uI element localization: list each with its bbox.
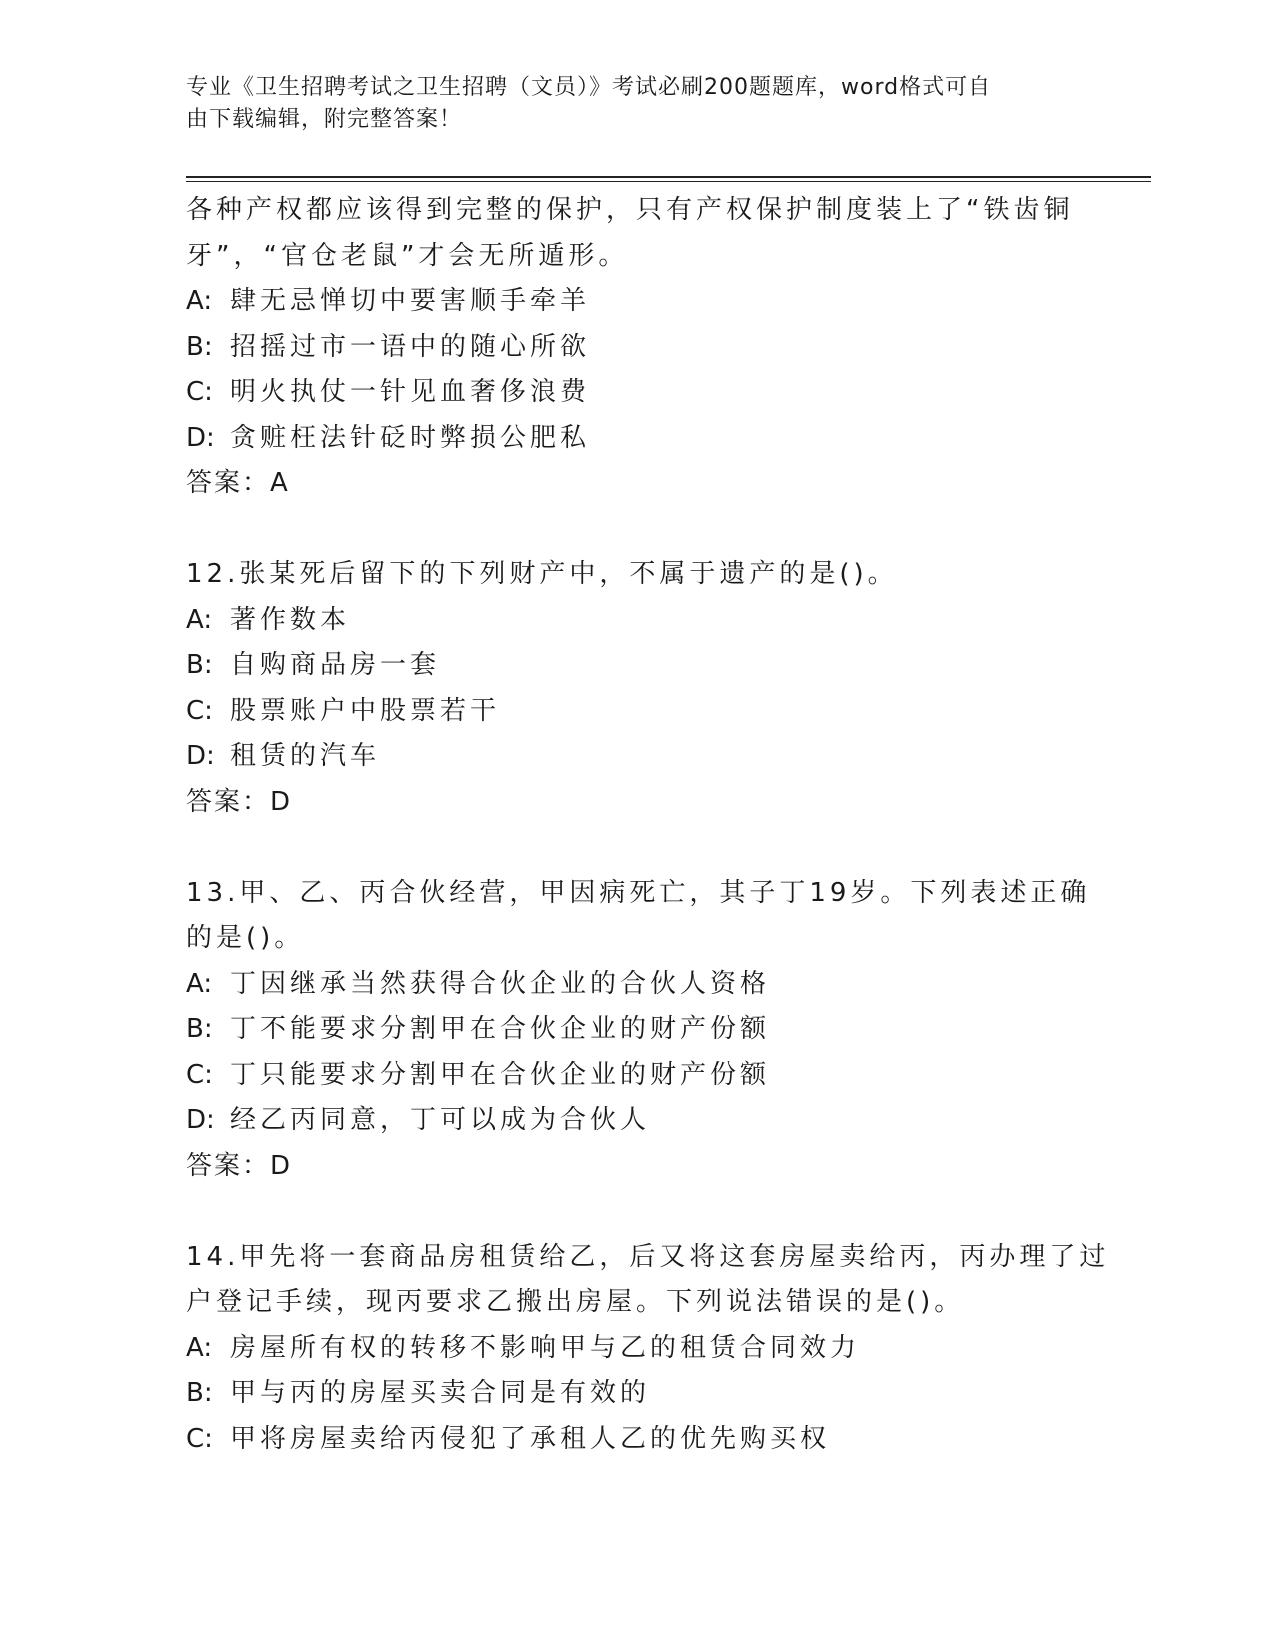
option-letter: B: — [186, 650, 213, 680]
option-letter: A: — [186, 1332, 213, 1363]
option-letter: C: — [186, 1059, 213, 1090]
option-text: 股票账户中股票若干 — [230, 695, 501, 726]
option-text: 丁只能要求分割甲在合伙企业的财产份额 — [230, 1059, 771, 1090]
option-c — [186, 1417, 1086, 1463]
option-letter: D: — [186, 741, 215, 771]
answer-line: 答案：A — [186, 468, 290, 498]
option-text: 甲与丙的房屋买卖合同是有效的 — [230, 1378, 651, 1408]
option-letter: B: — [186, 1378, 213, 1408]
option-d — [186, 734, 1086, 780]
spacer — [186, 825, 1086, 871]
option-text: 自购商品房一套 — [230, 650, 441, 680]
option-d — [186, 416, 1086, 462]
header-divider-thick — [186, 176, 1151, 178]
option-letter: B: — [186, 1014, 213, 1044]
option-letter: C: — [186, 695, 213, 726]
option-text: 丁不能要求分割甲在合伙企业的财产份额 — [230, 1014, 771, 1044]
question-stem-line: 各种产权都应该得到完整的保护，只有产权保护制度装上了“铁齿铜 — [186, 195, 1074, 225]
option-text: 明火执仗一针见血奢侈浪费 — [230, 377, 591, 407]
question-block-12 — [186, 552, 1086, 825]
question-stem-line: 14.甲先将一套商品房租赁给乙，后又将这套房屋卖给丙，丙办理了过 — [186, 1241, 1110, 1272]
option-letter: A: — [186, 286, 213, 316]
question-stem-line: 13.甲、乙、丙合伙经营，甲因病死亡，其子丁19岁。下列表述正确 — [186, 877, 1091, 908]
option-text: 丁因继承当然获得合伙企业的合伙人资格 — [230, 968, 771, 999]
question-block-13 — [186, 871, 1091, 1190]
question-stem-line: 12.张某死后留下的下列财产中，不属于遗产的是()。 — [186, 559, 898, 589]
option-text: 贪赃枉法针砭时弊损公肥私 — [230, 422, 591, 453]
option-d — [186, 1098, 1086, 1144]
question-stem-line: 户登记手续，现丙要求乙搬出房屋。下列说法错误的是()。 — [186, 1287, 965, 1317]
option-text: 肆无忌惮切中要害顺手牵羊 — [230, 286, 591, 316]
option-text: 甲将房屋卖给丙侵犯了承租人乙的优先购买权 — [230, 1423, 831, 1454]
header-divider-thin — [186, 181, 1151, 182]
option-letter: D: — [186, 1105, 215, 1135]
option-text: 租赁的汽车 — [230, 741, 381, 771]
answer-line: 答案：D — [186, 1150, 293, 1181]
spacer — [186, 1189, 1086, 1235]
question-stem-line: 牙”，“官仓老鼠”才会无所遁形。 — [186, 240, 629, 271]
header-line-1: 专业《卫生招聘考试之卫生招聘（文员）》考试必刷200题题库，word格式可自 — [186, 75, 992, 100]
answer-line: 答案：D — [186, 786, 293, 817]
option-a — [186, 1326, 1086, 1372]
option-a — [186, 962, 1086, 1008]
option-a — [186, 598, 1086, 644]
option-c — [186, 370, 1086, 416]
spacer — [186, 507, 1086, 553]
option-text: 经乙丙同意，丁可以成为合伙人 — [230, 1105, 651, 1135]
question-stem-line: 的是()。 — [186, 923, 305, 953]
option-letter: C: — [186, 1423, 213, 1454]
option-letter: C: — [186, 377, 213, 407]
option-c — [186, 689, 1086, 735]
question-block-14 — [186, 1235, 1110, 1463]
option-b — [186, 1007, 1086, 1053]
header-line-2: 由下载编辑，附完整答案！ — [186, 107, 463, 132]
question-block-intro — [186, 188, 1086, 507]
option-b — [186, 643, 1086, 689]
option-c — [186, 1053, 1086, 1099]
option-a — [186, 279, 1086, 325]
document-header — [186, 72, 1066, 136]
option-b — [186, 325, 1086, 371]
option-b — [186, 1371, 1086, 1417]
option-letter: D: — [186, 422, 215, 453]
option-letter: A: — [186, 604, 213, 635]
option-text: 房屋所有权的转移不影响甲与乙的租赁合同效力 — [230, 1332, 861, 1363]
option-letter: A: — [186, 968, 213, 999]
question-content — [186, 188, 1110, 1462]
option-text: 著作数本 — [230, 604, 351, 635]
option-text: 招摇过市一语中的随心所欲 — [230, 331, 591, 362]
option-letter: B: — [186, 331, 213, 362]
